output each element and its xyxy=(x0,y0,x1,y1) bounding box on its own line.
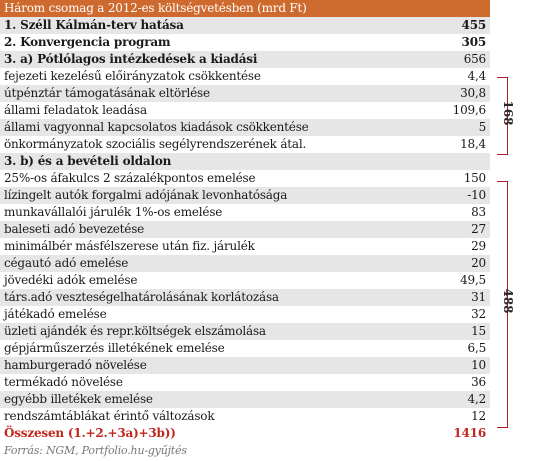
table-row xyxy=(0,289,490,306)
row-value: 30,8 xyxy=(410,85,490,102)
table-row xyxy=(0,17,490,34)
row-value: 4,2 xyxy=(410,391,490,408)
row-label: 2. Konvergencia program xyxy=(0,34,410,51)
row-label: állami feladatok leadása xyxy=(0,102,410,119)
row-value: 656 xyxy=(410,51,490,68)
row-label: 25%-os áfakulcs 2 százalékpontos emelése xyxy=(0,170,410,187)
table-row xyxy=(0,306,490,323)
row-label: minimálbér másfélszerese után fiz. járulék xyxy=(0,238,410,255)
row-label: jövedéki adók emelése xyxy=(0,272,410,289)
total-label: Összesen (1.+2.+3a)+3b)) xyxy=(0,425,410,442)
row-value: 6,5 xyxy=(410,340,490,357)
table-row xyxy=(0,323,490,340)
row-label: termékadó növelése xyxy=(0,374,410,391)
bracket-3a-sum: 168 xyxy=(501,100,515,126)
source-note: Forrás: NGM, Portfolio.hu-gyűjtés xyxy=(0,442,490,459)
row-label: állami vagyonnal kapcsolatos kiadások csökkentése xyxy=(0,119,410,136)
row-label: 3. b) és a bevételi oldalon xyxy=(0,153,410,170)
row-label: üzleti ajándék és repr.költségek elszámolása xyxy=(0,323,410,340)
row-value: 5 xyxy=(410,119,490,136)
row-label: hamburgeradó növelése xyxy=(0,357,410,374)
row-label: játékadó emelése xyxy=(0,306,410,323)
table-row xyxy=(0,170,490,187)
row-label: önkormányzatok szociális segélyrendszerének átal. xyxy=(0,136,410,153)
row-label: lízingelt autók forgalmi adójának levonhatósága xyxy=(0,187,410,204)
row-label: 3. a) Pótlólagos intézkedések a kiadási xyxy=(0,51,410,68)
table-row xyxy=(0,357,490,374)
table-row xyxy=(0,391,490,408)
table-row xyxy=(0,34,490,51)
table-row xyxy=(0,85,490,102)
source-row xyxy=(0,442,490,459)
row-value: 12 xyxy=(410,408,490,425)
row-value: 4,4 xyxy=(410,68,490,85)
row-value: 49,5 xyxy=(410,272,490,289)
row-value: -10 xyxy=(410,187,490,204)
table-row xyxy=(0,136,490,153)
table-row xyxy=(0,153,490,170)
row-label: társ.adó veszteségelhatárolásának korlátozása xyxy=(0,289,410,306)
table-row xyxy=(0,374,490,391)
table-row xyxy=(0,340,490,357)
total-value: 1416 xyxy=(410,425,490,442)
table-title-row xyxy=(0,0,490,17)
row-value: 109,6 xyxy=(410,102,490,119)
row-label: munkavállalói járulék 1%-os emelése xyxy=(0,204,410,221)
row-value: 32 xyxy=(410,306,490,323)
row-value: 10 xyxy=(410,357,490,374)
table-row xyxy=(0,68,490,85)
row-value: 31 xyxy=(410,289,490,306)
row-value xyxy=(410,153,490,170)
table-row xyxy=(0,272,490,289)
total-row xyxy=(0,425,490,442)
table-row xyxy=(0,204,490,221)
table-row xyxy=(0,221,490,238)
row-value: 18,4 xyxy=(410,136,490,153)
table-row xyxy=(0,102,490,119)
row-value: 305 xyxy=(410,34,490,51)
row-value: 29 xyxy=(410,238,490,255)
table-title: Három csomag a 2012-es költségvetésben (mrd Ft) xyxy=(0,0,490,17)
row-label: baleseti adó bevezetése xyxy=(0,221,410,238)
table-row xyxy=(0,187,490,204)
table-row xyxy=(0,51,490,68)
row-value: 20 xyxy=(410,255,490,272)
row-label: egyébb illetékek emelése xyxy=(0,391,410,408)
row-label: fejezeti kezelésű előirányzatok csökkentése xyxy=(0,68,410,85)
table-row xyxy=(0,255,490,272)
row-value: 83 xyxy=(410,204,490,221)
table-row xyxy=(0,119,490,136)
row-value: 150 xyxy=(410,170,490,187)
row-value: 455 xyxy=(410,17,490,34)
row-label: gépjárműszerzés illetékének emelése xyxy=(0,340,410,357)
row-label: 1. Széll Kálmán-terv hatása xyxy=(0,17,410,34)
row-label: rendszámtáblákat érintő változások xyxy=(0,408,410,425)
bracket-3b-sum: 488 xyxy=(501,288,515,314)
row-value: 36 xyxy=(410,374,490,391)
row-value: 15 xyxy=(410,323,490,340)
row-label: cégautó adó emelése xyxy=(0,255,410,272)
table-row xyxy=(0,238,490,255)
row-value: 27 xyxy=(410,221,490,238)
row-label: útpénztár támogatásának eltörlése xyxy=(0,85,410,102)
table-row xyxy=(0,408,490,425)
